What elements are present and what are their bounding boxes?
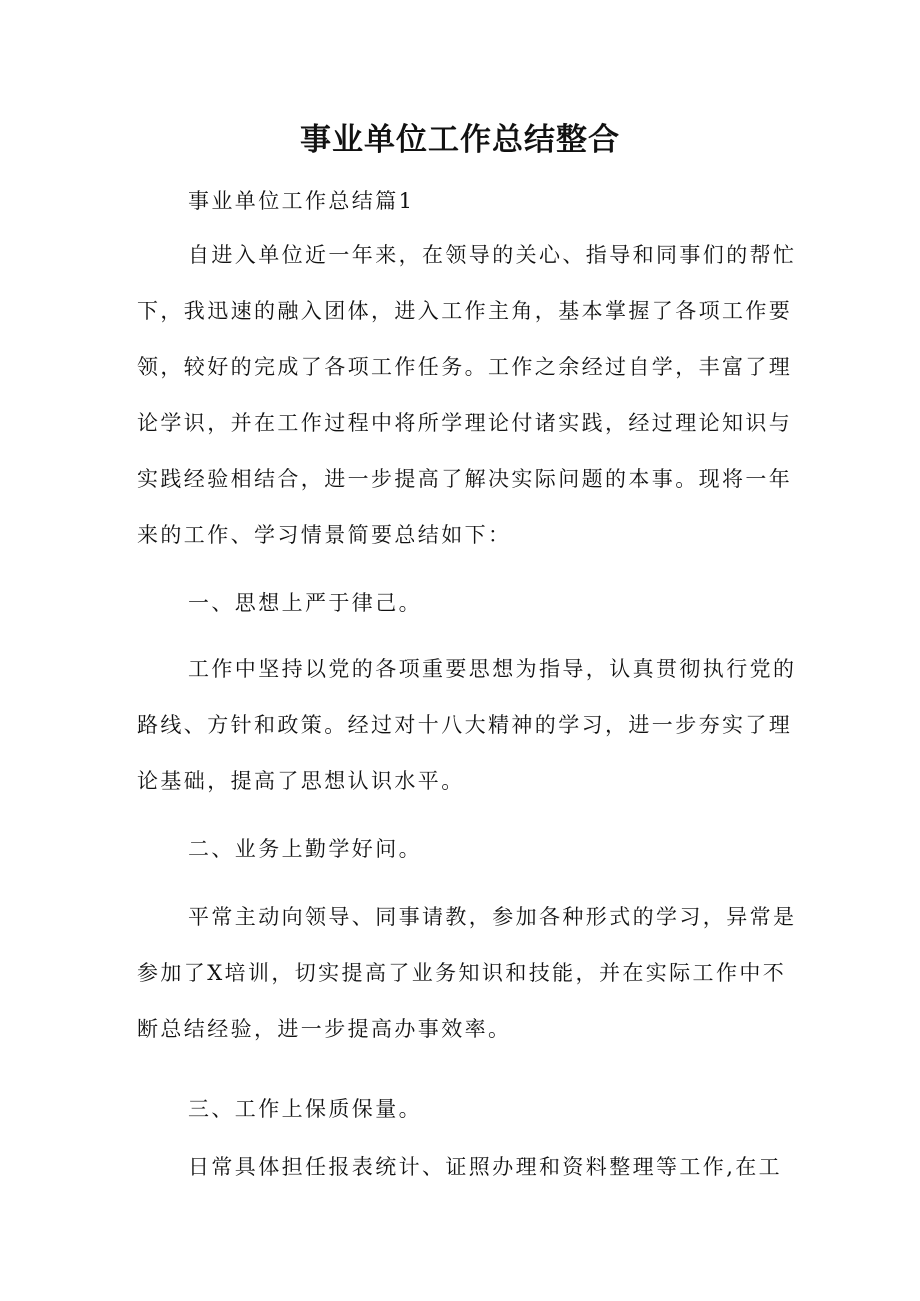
- paragraph-line: 实践经验相结合，进一步提高了解决实际问题的本事。现将一年: [137, 467, 793, 491]
- section-heading: 三、工作上保质保量。: [188, 1097, 422, 1121]
- paragraph-line: 论学识，并在工作过程中将所学理论付诸实践，经过理论知识与: [137, 411, 793, 435]
- paragraph-line: 自进入单位近一年来，在领导的关心、指导和同事们的帮忙: [188, 243, 797, 267]
- paragraph-line: 下，我迅速的融入团体，进入工作主角，基本掌握了各项工作要: [137, 299, 793, 323]
- section-subtitle: 事业单位工作总结篇1: [188, 189, 415, 213]
- paragraph-line: 路线、方针和政策。经过对十八大精神的学习，进一步夯实了理: [137, 713, 793, 737]
- paragraph-line: 论基础，提高了思想认识水平。: [137, 769, 465, 793]
- paragraph-line: 平常主动向领导、同事请教，参加各种形式的学习，异常是: [188, 905, 797, 929]
- paragraph-line: 来的工作、学习情景简要总结如下：: [137, 523, 512, 547]
- section-heading: 二、业务上勤学好问。: [188, 837, 422, 861]
- paragraph-line: 参加了X培训，切实提高了业务知识和技能，并在实际工作中不: [137, 961, 787, 985]
- paragraph-line: 工作中坚持以党的各项重要思想为指导，认真贯彻执行党的: [188, 657, 797, 681]
- document-title: 事业单位工作总结整合: [300, 122, 620, 158]
- paragraph-line: 断总结经验，进一步提高办事效率。: [137, 1017, 512, 1041]
- paragraph-line: 领，较好的完成了各项工作任务。工作之余经过自学，丰富了理: [137, 355, 793, 379]
- paragraph-line: 日常具体担任报表统计、证照办理和资料整理等工作,在工: [188, 1155, 783, 1179]
- section-heading: 一、思想上严于律己。: [188, 591, 422, 615]
